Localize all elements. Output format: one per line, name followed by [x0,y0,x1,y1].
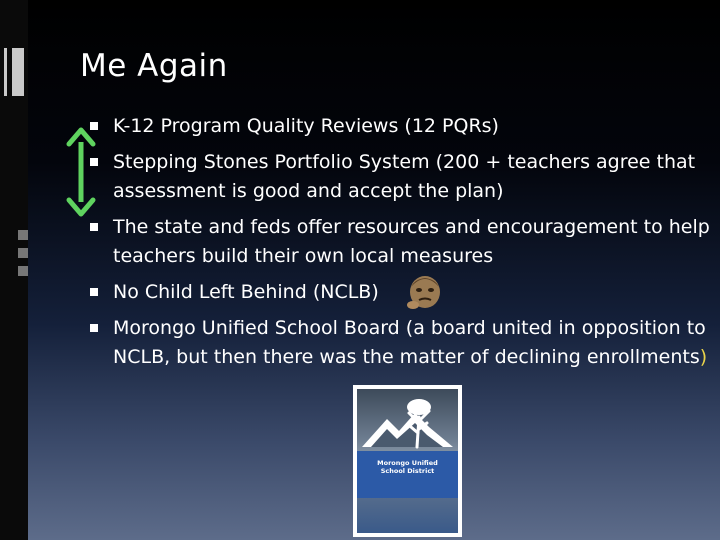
bullet-item [90,148,710,206]
decor-bar [4,48,7,96]
bullet-marker-icon [90,223,98,231]
logo-photo [357,389,458,533]
bullet-text: No Child Left Behind (NCLB) [113,281,379,303]
logo-line1: Morongo Unified [377,459,438,467]
logo-text [357,459,458,475]
bullet-item [90,278,710,307]
bullet-list [90,112,710,372]
bullet-marker-icon [90,324,98,332]
thinking-face-icon [405,275,445,311]
bullet-item [90,314,710,372]
decor-bar [18,230,28,240]
bullet-text: K-12 Program Quality Reviews (12 PQRs) [113,115,499,137]
decor-bar [18,248,28,258]
mountain-tree-icon [357,389,458,451]
bullet-item [90,112,710,141]
slide-title: Me Again [80,48,228,84]
bullet-marker-icon [90,158,98,166]
bullet-text: Stepping Stones Portfolio System (200 + teachers agree that assessment is good and accept the plan) [113,151,696,202]
school-district-logo [353,385,462,537]
decor-bar [18,266,28,276]
bullet-item [90,213,710,271]
bullet-text-end: ) [699,346,708,368]
bullet-text: Morongo Unified School Board (a board united in opposition to NCLB, but then there was the matter of declining enrollments [113,317,706,368]
bullet-marker-icon [90,122,98,130]
bullet-text: The state and feds offer resources and encouragement to help teachers build their own local measures [113,216,710,267]
logo-line2: School District [380,467,435,475]
decor-bar [12,48,24,96]
bullet-marker-icon [90,288,98,296]
